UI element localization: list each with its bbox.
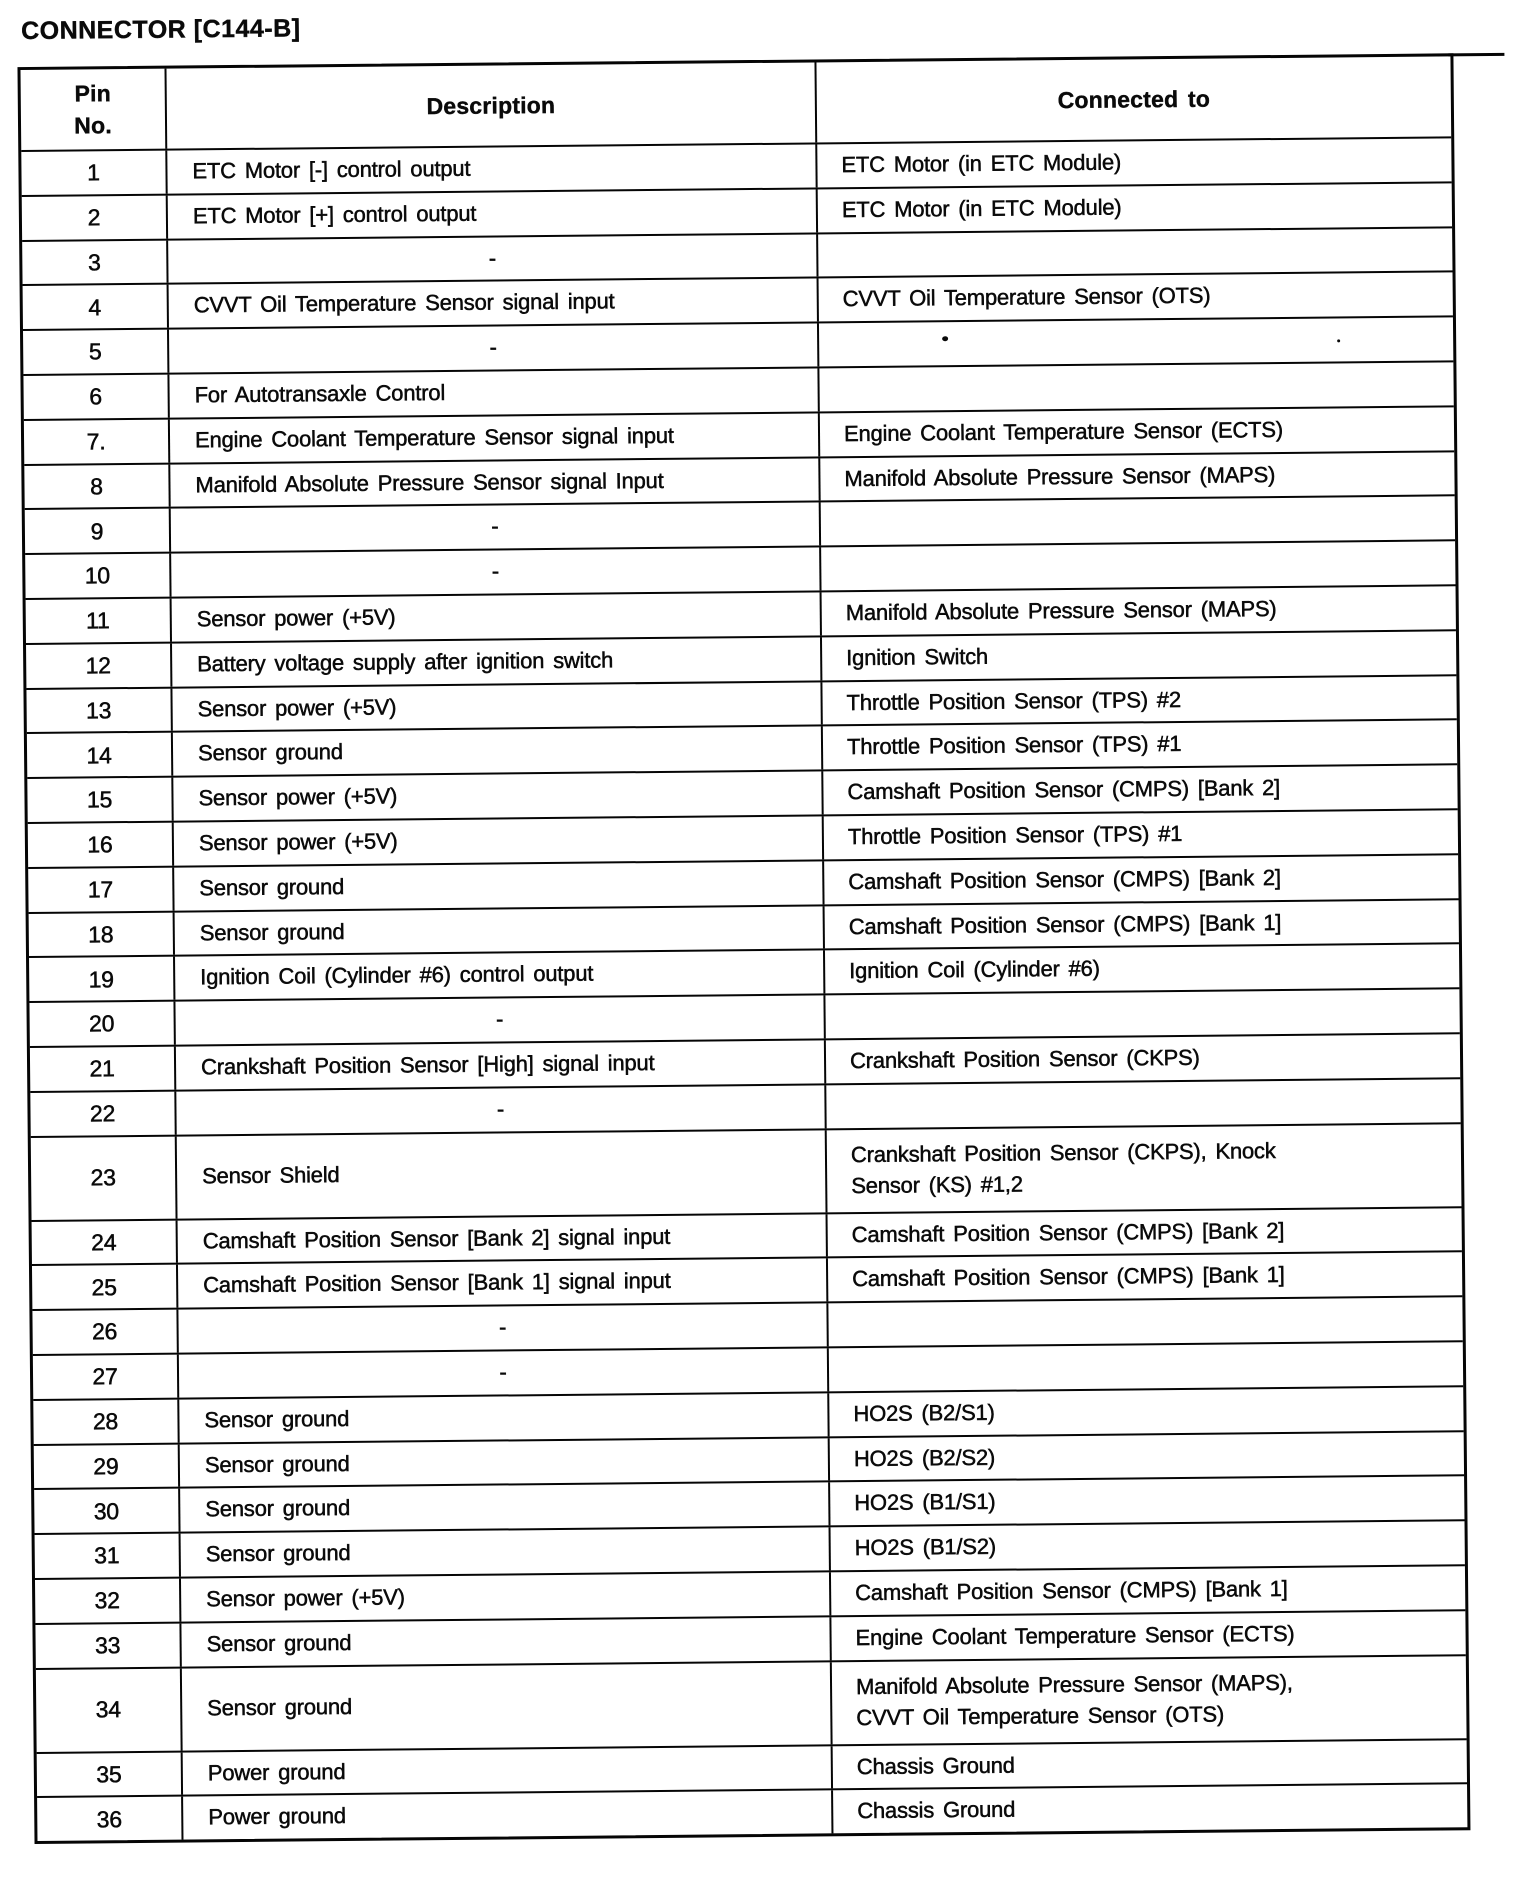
pin-description: Camshaft Position Sensor [Bank 2] signal input bbox=[176, 1214, 826, 1263]
pin-description: Battery voltage supply after ignition switch bbox=[170, 637, 820, 686]
pin-description: Power ground bbox=[181, 1791, 831, 1840]
pin-description: - bbox=[177, 1348, 827, 1397]
column-header-pin-no: Pin No. bbox=[74, 80, 112, 139]
pin-number: 5 bbox=[88, 338, 102, 365]
pin-connected-to: HO2S (B1/S2) bbox=[829, 1521, 1465, 1570]
pin-connected-to bbox=[819, 497, 1455, 546]
pin-connected-to: Ignition Switch bbox=[820, 631, 1456, 680]
pin-description: Sensor power (+5V) bbox=[170, 592, 820, 641]
column-header-description: Description bbox=[164, 62, 815, 148]
pin-number: 9 bbox=[90, 517, 104, 545]
table-row bbox=[31, 1122, 1462, 1220]
pin-number: 32 bbox=[94, 1587, 120, 1614]
pin-description: Sensor ground bbox=[178, 1438, 828, 1487]
pin-description: Sensor ground bbox=[179, 1527, 829, 1576]
pin-connected-to: Manifold Absolute Pressure Sensor (MAPS), CVVT Oil Temperature Sensor (OTS) bbox=[830, 1656, 1467, 1744]
pin-number: 12 bbox=[85, 652, 111, 679]
pin-connected-to bbox=[819, 541, 1455, 590]
pin-number: 6 bbox=[89, 383, 103, 410]
pin-connected-to bbox=[826, 1297, 1462, 1346]
table-body bbox=[21, 136, 1467, 1841]
pin-description: Camshaft Position Sensor [Bank 1] signal input bbox=[176, 1259, 826, 1308]
pin-number: 28 bbox=[92, 1408, 119, 1435]
pin-connected-to: Manifold Absolute Pressure Sensor (MAPS) bbox=[820, 586, 1456, 635]
scan-artifact-line bbox=[1448, 53, 1504, 57]
pin-description: - bbox=[169, 503, 819, 552]
pin-connected-to: Engine Coolant Temperature Sensor (ECTS) bbox=[818, 407, 1454, 456]
table-row bbox=[36, 1654, 1467, 1752]
pin-connected-to bbox=[817, 318, 1453, 367]
pin-description: Sensor ground bbox=[171, 727, 821, 776]
pin-connected-to bbox=[817, 362, 1453, 411]
scan-speck bbox=[942, 336, 948, 341]
pin-description: Sensor ground bbox=[178, 1483, 828, 1532]
pin-number: 18 bbox=[88, 921, 114, 948]
pin-number: 29 bbox=[93, 1452, 119, 1480]
pin-number: 10 bbox=[84, 562, 111, 589]
pin-number: 16 bbox=[87, 831, 113, 858]
pin-description: Sensor power (+5V) bbox=[179, 1572, 829, 1621]
connector-pinout-table bbox=[17, 53, 1470, 1844]
pin-connected-to: ETC Motor (in ETC Module) bbox=[815, 138, 1451, 187]
pin-number: 23 bbox=[90, 1164, 116, 1191]
pin-connected-to: Engine Coolant Temperature Sensor (ECTS) bbox=[829, 1611, 1465, 1660]
pin-description: Manifold Absolute Pressure Sensor signal Input bbox=[168, 458, 818, 507]
pin-description: Sensor power (+5V) bbox=[172, 816, 822, 865]
pin-connected-to: Manifold Absolute Pressure Sensor (MAPS) bbox=[818, 452, 1454, 501]
pin-connected-to: Chassis Ground bbox=[831, 1740, 1467, 1789]
column-header-connected-to: Connected to bbox=[814, 56, 1451, 142]
pin-connected-to: Crankshaft Position Sensor (CKPS) bbox=[824, 1034, 1460, 1083]
pin-connected-to: Camshaft Position Sensor (CMPS) [Bank 1] bbox=[826, 1253, 1462, 1302]
pin-number: 15 bbox=[86, 786, 113, 813]
pin-connected-to: Ignition Coil (Cylinder #6) bbox=[823, 945, 1459, 994]
pin-connected-to: Throttle Position Sensor (TPS) #2 bbox=[820, 676, 1456, 725]
pin-description: - bbox=[169, 548, 819, 597]
pin-description: CVVT Oil Temperature Sensor signal input bbox=[167, 279, 817, 328]
pin-number: 7. bbox=[86, 428, 106, 455]
pin-connected-to: Camshaft Position Sensor (CMPS) [Bank 1] bbox=[823, 900, 1459, 949]
pin-number: 1 bbox=[87, 159, 100, 186]
pin-number: 3 bbox=[87, 249, 101, 276]
pin-description: - bbox=[174, 1085, 824, 1134]
pin-number: 8 bbox=[90, 473, 103, 500]
pin-number: 31 bbox=[94, 1542, 120, 1569]
pin-connected-to: Camshaft Position Sensor (CMPS) [Bank 1] bbox=[829, 1566, 1465, 1615]
pin-number: 19 bbox=[88, 965, 114, 993]
pin-number: 24 bbox=[91, 1229, 117, 1256]
pin-description: Ignition Coil (Cylinder #6) control output bbox=[173, 951, 823, 1000]
pin-number: 20 bbox=[88, 1010, 115, 1037]
pin-number: 35 bbox=[96, 1760, 122, 1788]
pin-connected-to bbox=[816, 228, 1452, 277]
pin-description: Sensor ground bbox=[180, 1662, 831, 1750]
pin-description: Sensor ground bbox=[173, 906, 823, 955]
pin-description: Crankshaft Position Sensor [High] signal input bbox=[174, 1040, 824, 1089]
pin-description: - bbox=[167, 324, 817, 373]
pin-connected-to: HO2S (B2/S1) bbox=[827, 1387, 1463, 1436]
pin-connected-to: Chassis Ground bbox=[831, 1785, 1467, 1834]
pin-connected-to: Camshaft Position Sensor (CMPS) [Bank 2] bbox=[822, 855, 1458, 904]
pin-number: 21 bbox=[89, 1055, 115, 1082]
pin-number: 36 bbox=[96, 1805, 123, 1833]
pin-connected-to: Camshaft Position Sensor (CMPS) [Bank 2] bbox=[821, 765, 1457, 814]
pin-number: 30 bbox=[93, 1497, 120, 1525]
pin-number: 13 bbox=[85, 697, 112, 724]
pin-description: Sensor ground bbox=[172, 861, 822, 910]
pin-description: ETC Motor [+] control output bbox=[166, 189, 816, 238]
pin-connected-to: ETC Motor (in ETC Module) bbox=[816, 183, 1452, 232]
pin-connected-to: HO2S (B1/S1) bbox=[828, 1477, 1464, 1526]
pin-number: 4 bbox=[88, 293, 102, 321]
pin-number: 2 bbox=[87, 204, 101, 231]
pin-connected-to bbox=[827, 1342, 1463, 1391]
pin-number: 26 bbox=[91, 1318, 118, 1345]
pin-number: 22 bbox=[89, 1100, 116, 1127]
pin-description: Sensor ground bbox=[177, 1393, 827, 1442]
pin-number: 34 bbox=[95, 1696, 121, 1723]
pin-connected-to: Throttle Position Sensor (TPS) #1 bbox=[822, 810, 1458, 859]
pin-description: Engine Coolant Temperature Sensor signal input bbox=[168, 413, 818, 462]
pin-description: - bbox=[166, 234, 816, 283]
pin-connected-to: CVVT Oil Temperature Sensor (OTS) bbox=[817, 273, 1453, 322]
pin-description: Sensor power (+5V) bbox=[171, 772, 821, 821]
pin-number: 14 bbox=[86, 741, 112, 769]
table-header-row bbox=[21, 56, 1452, 150]
pin-connected-to: HO2S (B2/S2) bbox=[828, 1432, 1464, 1481]
page-title: CONNECTOR [C144-B] bbox=[20, 14, 301, 46]
pin-number: 17 bbox=[87, 876, 114, 903]
pin-number: 27 bbox=[92, 1363, 118, 1390]
pin-connected-to: Crankshaft Position Sensor (CKPS), Knock Sensor (KS) #1,2 bbox=[825, 1124, 1462, 1212]
pin-description: Sensor Shield bbox=[175, 1130, 826, 1218]
pin-description: Power ground bbox=[181, 1746, 831, 1795]
pin-description: ETC Motor [-] control output bbox=[165, 144, 815, 193]
pin-description: Sensor power (+5V) bbox=[170, 682, 820, 731]
pin-description: For Autotransaxle Control bbox=[167, 368, 817, 417]
pin-number: 33 bbox=[94, 1632, 121, 1659]
pin-number: 25 bbox=[91, 1273, 117, 1301]
pin-description: - bbox=[176, 1304, 826, 1353]
pin-connected-to: Camshaft Position Sensor (CMPS) [Bank 2] bbox=[826, 1208, 1462, 1257]
pin-description: - bbox=[173, 996, 823, 1045]
pin-description: Sensor ground bbox=[179, 1617, 829, 1666]
pin-number: 11 bbox=[85, 607, 110, 634]
pin-connected-to bbox=[824, 1079, 1460, 1128]
pin-connected-to: Throttle Position Sensor (TPS) #1 bbox=[821, 721, 1457, 770]
scan-speck bbox=[1337, 339, 1340, 342]
pin-connected-to bbox=[823, 989, 1459, 1038]
